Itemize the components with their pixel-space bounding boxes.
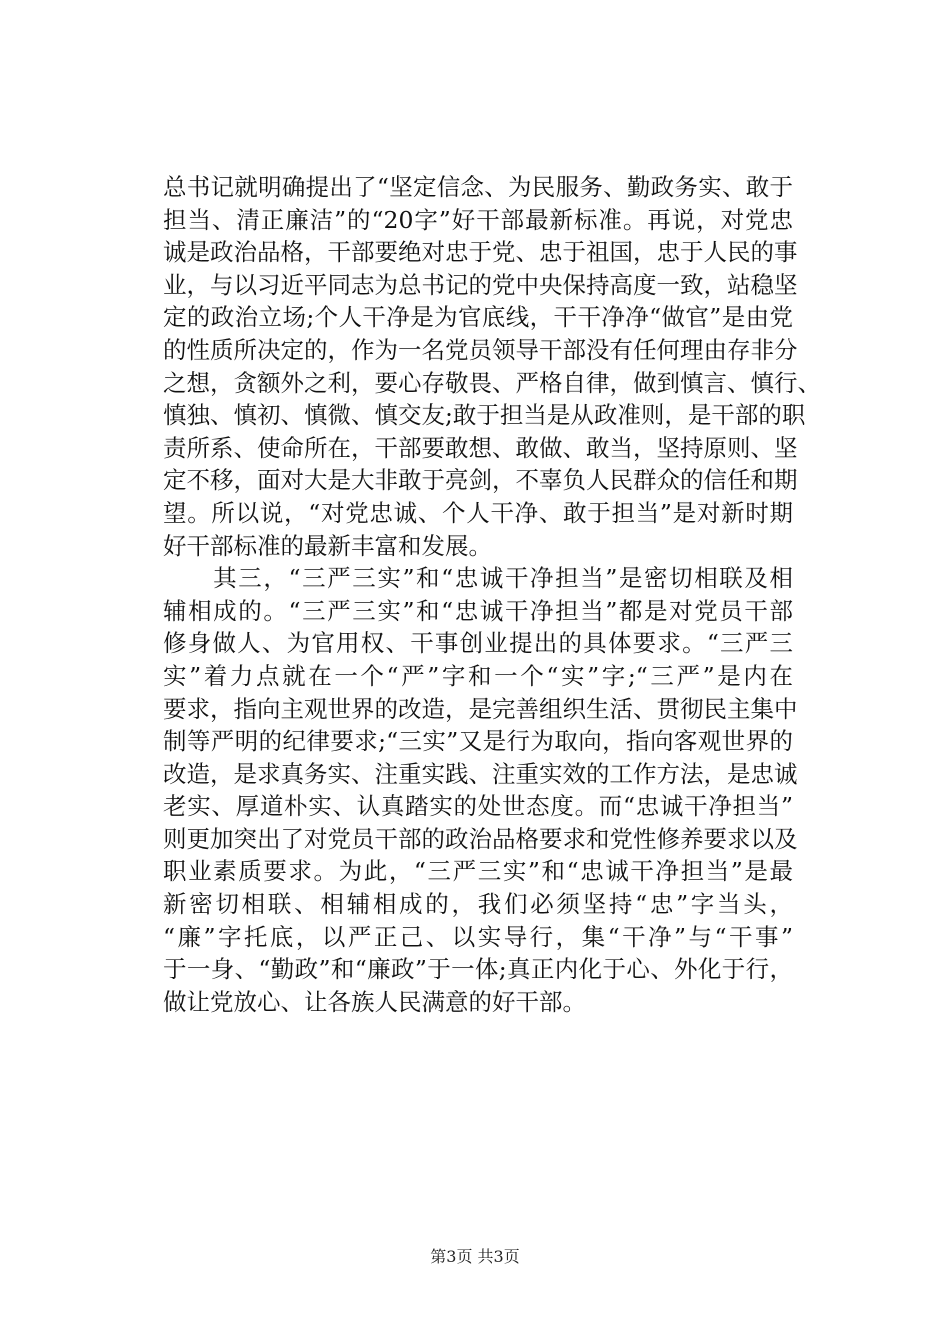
- text-line: 实”着力点就在一个“严”字和一个“实”字;“三严”是内在: [163, 661, 793, 690]
- text-line: 辅相成的。“三严三实”和“忠诚干净担当”都是对党员干部: [163, 596, 793, 625]
- text-line: 之想，贪额外之利，要心存敬畏、严格自律，做到慎言、慎行、: [163, 368, 821, 397]
- body-text: [163, 171, 821, 1018]
- text-line: 制等严明的纪律要求;“三实”又是行为取向，指向客观世界的: [163, 727, 793, 756]
- text-line: 慎独、慎初、慎微、慎交友;敢于担当是从政准则，是干部的职: [163, 401, 806, 430]
- text-line: 责所系、使命所在，干部要敢想、敢做、敢当，坚持原则、坚: [163, 433, 798, 462]
- text-line: 职业素质要求。为此，“三严三实”和“忠诚干净担当”是最: [163, 857, 793, 886]
- text-line: 改造，是求真务实、注重实践、注重实效的工作方法，是忠诚: [163, 759, 798, 788]
- text-line: 其三，“三严三实”和“忠诚干净担当”是密切相联及相: [163, 564, 793, 593]
- text-line: 担当、清正廉洁”的“20字”好干部最新标准。再说，对党忠: [163, 205, 793, 234]
- text-line: 业，与以习近平同志为总书记的党中央保持高度一致，站稳坚: [163, 270, 798, 299]
- page-footer: 第3页 共3页: [430, 1247, 520, 1266]
- text-line: 的性质所决定的，作为一名党员领导干部没有任何理由存非分: [163, 335, 798, 364]
- text-line: 则更加突出了对党员干部的政治品格要求和党性修养要求以及: [163, 824, 798, 853]
- text-line: 好干部标准的最新丰富和发展。: [163, 531, 492, 560]
- text-line: 修身做人、为官用权、干事创业提出的具体要求。“三严三: [163, 629, 793, 658]
- text-line: 诚是政治品格，干部要绝对忠于党、忠于祖国，忠于人民的事: [163, 238, 798, 267]
- text-line: 做让党放心、让各族人民满意的好干部。: [163, 987, 586, 1016]
- text-line: 要求，指向主观世界的改造，是完善组织生活、贯彻民主集中: [163, 694, 798, 723]
- text-line: 定的政治立场;个人干净是为官底线，干干净净“做官”是由党: [163, 303, 793, 332]
- text-line: 定不移，面对大是大非敢于亮剑，不辜负人民群众的信任和期: [163, 466, 798, 495]
- text-line: 新密切相联、相辅相成的，我们必须坚持“忠”字当头，: [163, 890, 793, 919]
- text-line: 于一身、“勤政”和“廉政”于一体;真正内化于心、外化于行，: [163, 955, 793, 984]
- text-line: 总书记就明确提出了“坚定信念、为民服务、勤政务实、敢于: [163, 173, 793, 201]
- text-line: 望。所以说，“对党忠诚、个人干净、敢于担当”是对新时期: [163, 498, 793, 527]
- text-line: 老实、厚道朴实、认真踏实的处世态度。而“忠诚干净担当”: [163, 792, 793, 821]
- text-line: “廉”字托底，以严正己、以实导行，集“干净”与“干事”: [163, 922, 793, 951]
